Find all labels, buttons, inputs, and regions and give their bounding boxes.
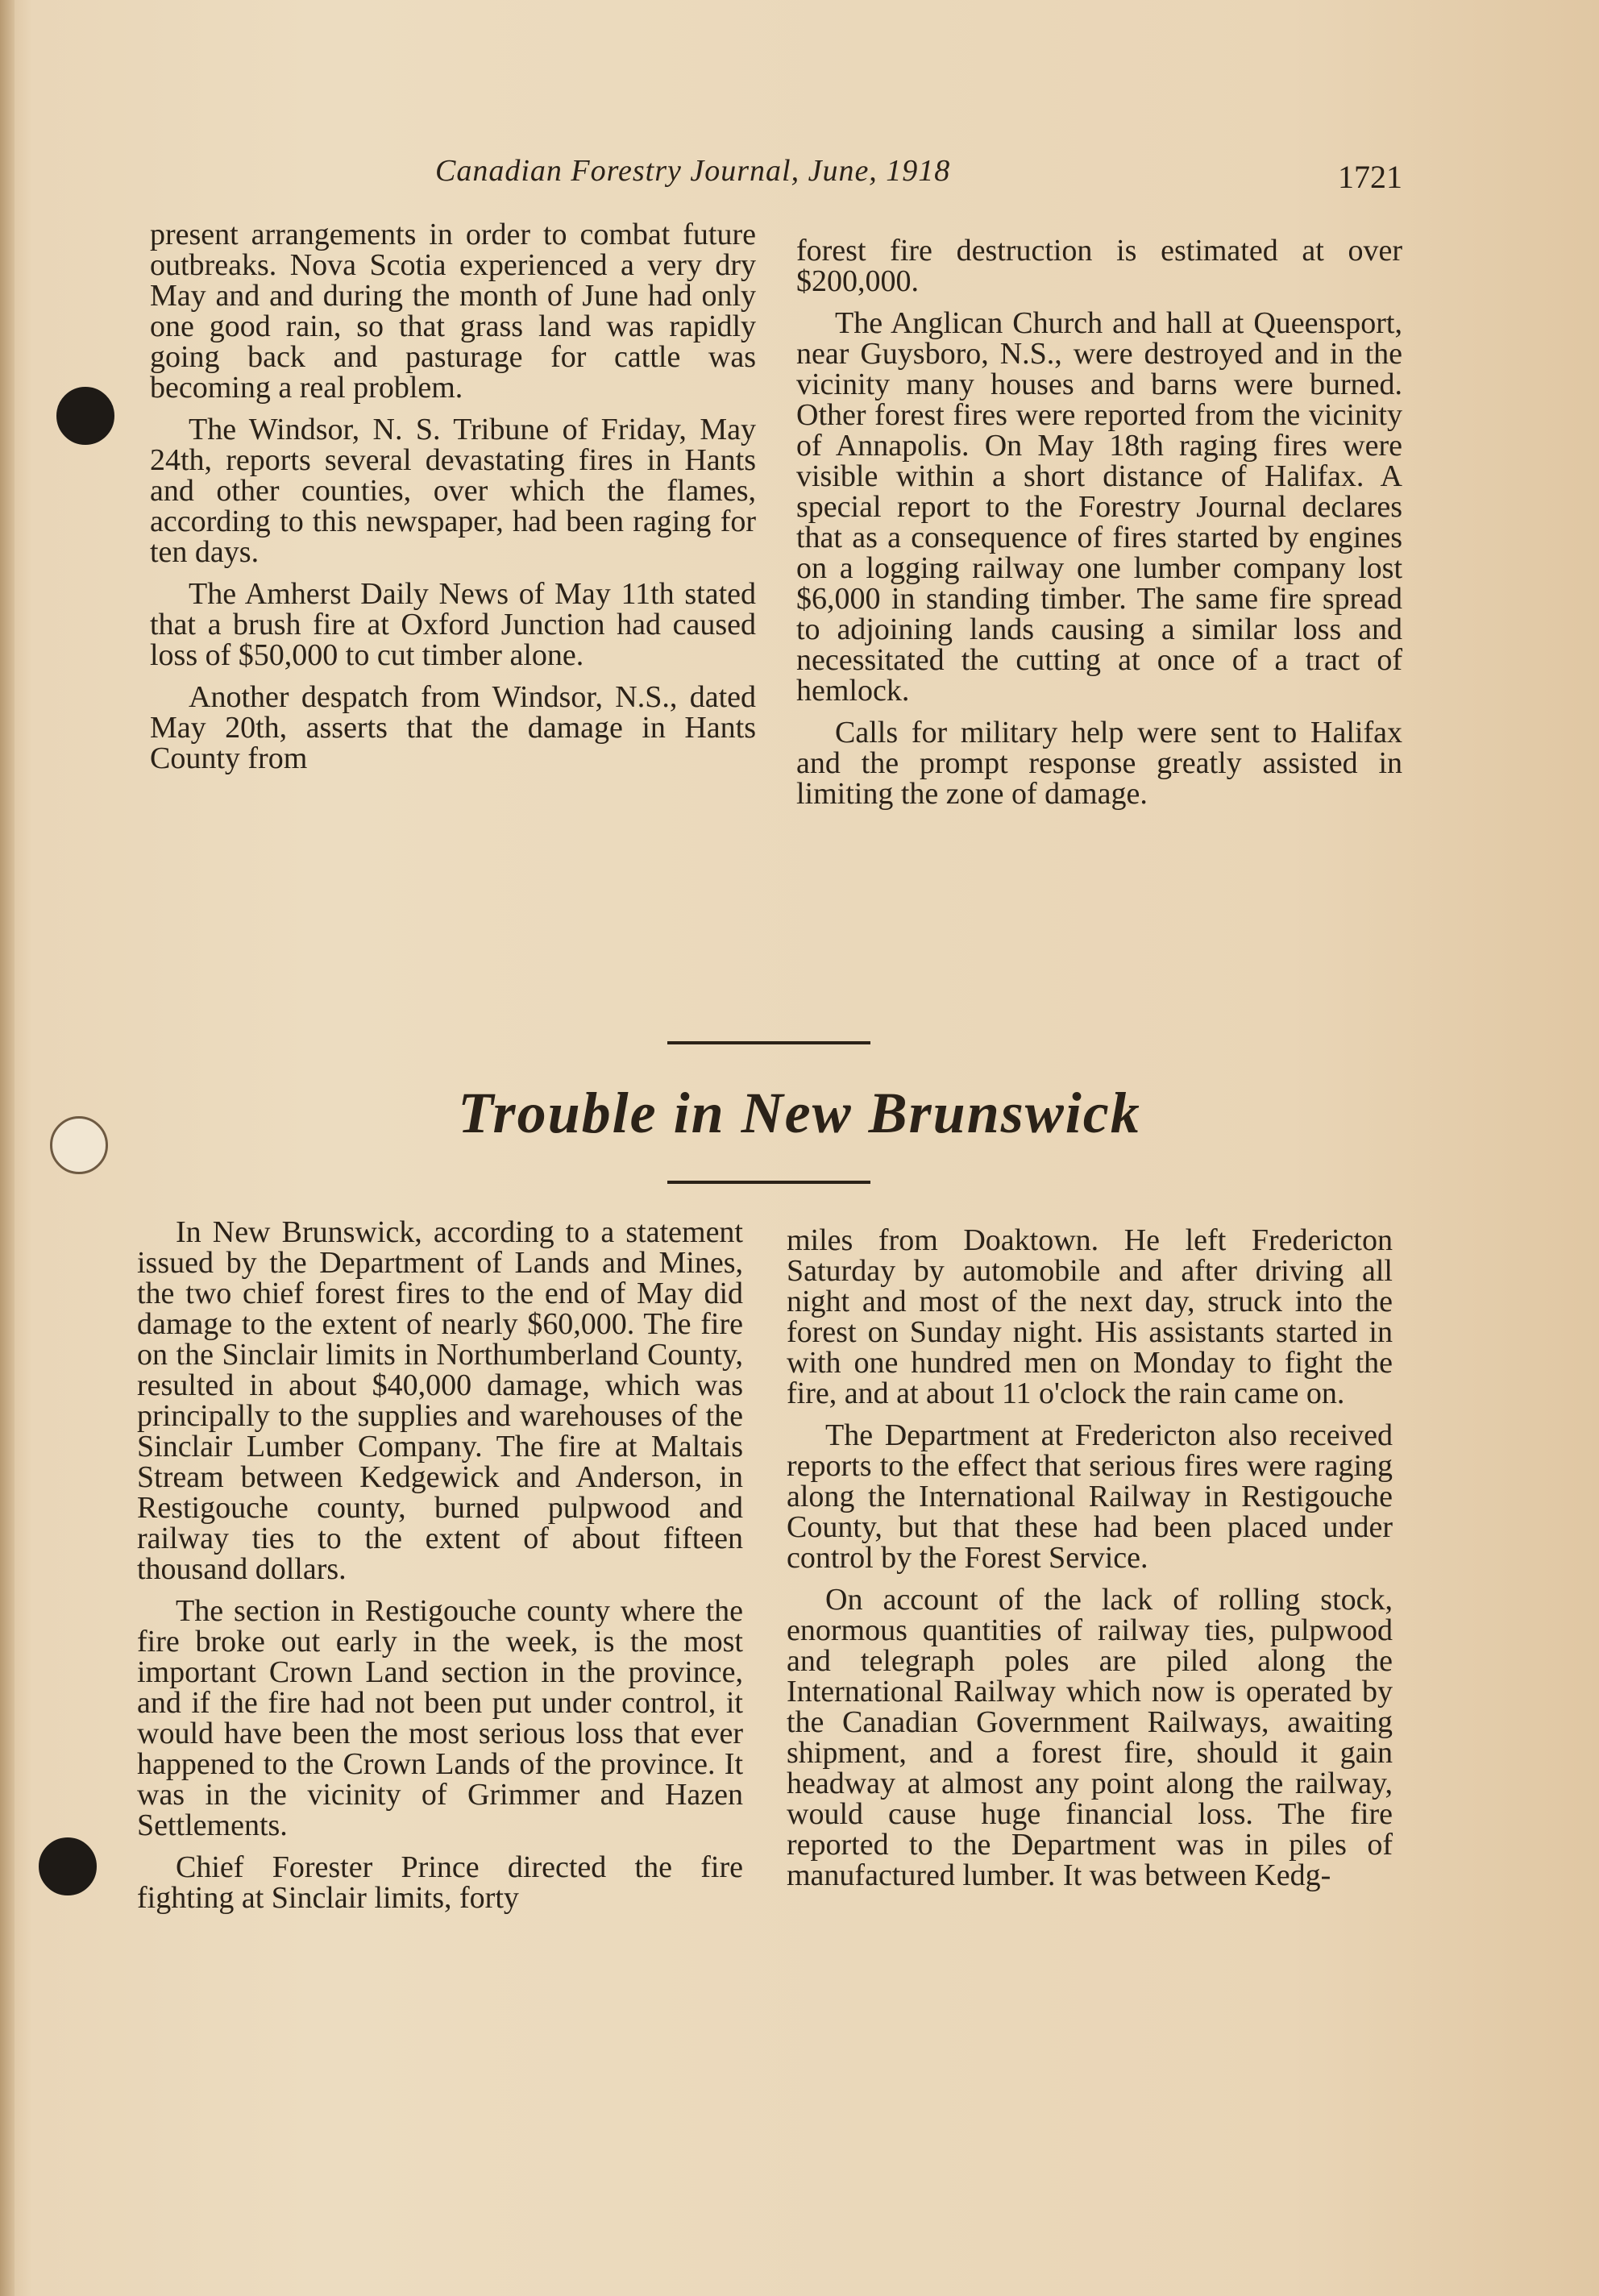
section-title: Trouble in New Brunswick [458,1081,1141,1145]
page-number: 1721 [1338,159,1402,195]
paragraph: Another despatch from Windsor, N.S., dated May 20th, asserts that the damage in Hants County from [150,680,756,775]
paragraph: The Amherst Daily News of May 11th stated that a brush fire at Oxford Junction had caused loss of $50,000 to cut timber alone. [150,577,756,672]
paragraph: forest fire destruction is estimated at over $200,000. [796,234,1402,298]
paragraph: On account of the lack of rolling stock, enormous quantities of railway ties, pulpwood and telegraph poles are piled along the International Railway which now is operated by the Canadian Government Railways, awaiting shipment, and a forest fire, should it gain headway at almost any point along the railway, would cause huge financial loss. The fire reported to the Department was in piles of manufactured lumber. It was between Kedg- [787,1583,1393,1892]
bottom-left-column [137,1217,743,1924]
paragraph: Calls for military help were sent to Halifax and the prompt response greatly assisted in limiting the zone of damage. [796,716,1402,811]
divider-rule-bottom [667,1181,870,1184]
paragraph: The Department at Fredericton also received reports to the effect that serious fires were raging along the International Railway in Restigouche County, but that these had been placed under control by the Forest Service. [787,1418,1393,1575]
paragraph: The section in Restigouche county where the fire broke out early in the week, is the most important Crown Land section in the province, and if the fire had not been put under control, it would have been the most serious loss that ever happened to the Crown Lands of the province. It was in the vicinity of Grimmer and Hazen Settlements. [137,1594,743,1842]
bottom-right-column [787,1225,1393,1902]
top-right-column [796,235,1402,820]
running-head: Canadian Forestry Journal, June, 1918 [435,154,951,188]
page-binding-edge [0,0,15,2296]
paragraph: In New Brunswick, according to a statement issued by the Department of Lands and Mines, the two chief forest fires to the end of May did damage to the extent of nearly $60,000. The fire on the Sinclair limits in Northumberland County, resulted in about $40,000 damage, which was principally to the supplies and warehouses of the Sinclair Lumber Company. The fire at Maltais Stream between Kedgewick and Anderson, in Restigouche county, burned pulpwood and railway ties to the extent of about fifteen thousand dollars. [137,1215,743,1586]
paragraph: present arrangements in order to combat future outbreaks. Nova Scotia experienced a very dry May and and during the month of June had only one good rain, so that grass land was rapidly going back and pasturage for cattle was becoming a real problem. [150,218,756,405]
punch-hole-top [56,387,114,445]
divider-rule-top [667,1041,870,1044]
paragraph: Chief Forester Prince directed the fire fighting at Sinclair limits, forty [137,1850,743,1915]
paragraph: miles from Doaktown. He left Fredericton Saturday by automobile and after driving all night and most of the next day, struck into the forest on Sunday night. His assistants started in with one hundred men on Monday to fight the fire, and at about 11 o'clock the rain came on. [787,1223,1393,1410]
paragraph: The Anglican Church and hall at Queensport, near Guysboro, N.S., were destroyed and in the vicinity many houses and barns were burned. Other forest fires were reported from the vicinity of Annapolis. On May 18th raging fires were visible within a short distance of Halifax. A special report to the Forestry Journal declares that as a consequence of fires started by engines on a logging railway one lumber company lost $6,000 in standing timber. The same fire spread to adjoining lands causing a similar loss and necessitated the cutting at once of a tract of hemlock. [796,306,1402,708]
top-left-column [150,219,756,785]
paragraph: The Windsor, N. S. Tribune of Friday, May 24th, reports several devastating fires in Hants and other counties, over which the flames, according to this newspaper, had been raging for ten days. [150,413,756,569]
punch-hole-bottom [39,1837,97,1895]
